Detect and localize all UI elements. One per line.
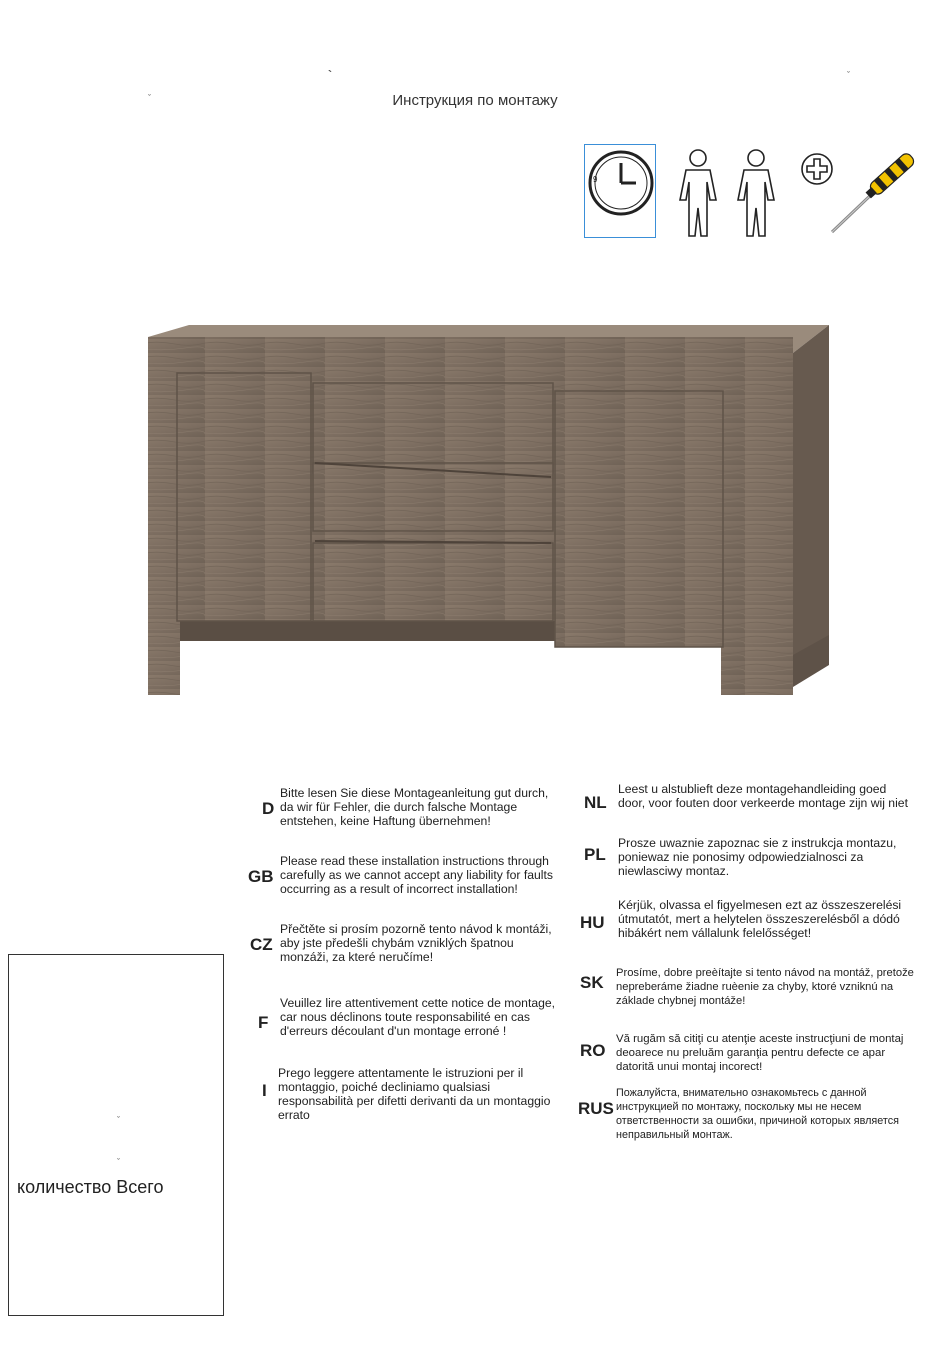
lang-code: RUS: [578, 1099, 614, 1118]
warning-text: Prosíme, dobre preèítajte si tento návod na montáž, pretože nepreberáme žiadne ruèenie za chyby, ktoré vzniknú na základe chybnej montáže!: [616, 967, 914, 1007]
warning-text: Пожалуйста, внимательно ознакомьтесь с данной инструкцией по монтажу, поскольку мы не несем ответственности за ошибки, причиной которых является неправильный монтаж.: [616, 1087, 899, 1141]
quantity-label: количество Всего: [17, 1177, 164, 1197]
warnings-column-right: [578, 782, 918, 1162]
warnings-column-left: [246, 782, 576, 1132]
screwdriver-icon: [820, 148, 920, 240]
warning-text: Prosze uwaznie zapoznac sie z instrukcja montazu, poniewaz nie ponosimy odpowiedzialnosci za niewlasciwy montaz.: [618, 836, 897, 878]
tick-mark: `: [328, 68, 332, 82]
lang-code: SK: [580, 973, 604, 992]
warning-text: Leest u alstublieft deze montagehandleiding goed door, voor fouten door verkeerde montage zijn wij niet: [618, 782, 908, 810]
lang-code: GB: [248, 867, 274, 886]
lang-code: PL: [584, 845, 606, 864]
quantity-box: [8, 954, 224, 1316]
tick-mark: ˇ: [847, 70, 850, 80]
requirements-panel: [584, 144, 924, 244]
lang-code: F: [258, 1013, 269, 1032]
clock-numeral: 9: [593, 175, 598, 184]
sideboard-illustration: [145, 325, 835, 697]
tick-mark: ˇ: [148, 93, 151, 103]
clock-icon: [585, 145, 655, 237]
tick-mark: ˇ: [117, 1157, 120, 1167]
page-title: Инструкция по монтажу: [392, 92, 558, 109]
clock-frame: [584, 144, 656, 238]
lang-code: RO: [580, 1041, 606, 1060]
warning-text: Kérjük, olvassa el figyelmesen ezt az összeszerelési útmutatót, mert a helytelen összeszerelésből a dódó hibákért nem vállalunk felelősséget!: [618, 898, 902, 940]
lang-code: NL: [584, 793, 607, 812]
warning-text: Veuillez lire attentivement cette notice de montage, car nous déclinons toute responsabilité en cas d'erreurs découlant d'un montage erroné !: [280, 996, 556, 1038]
warning-text: Vă rugăm să citiţi cu atenţie aceste instrucţiuni de montaj deoarece nu preluăm garanţia pentru defecte ce apar datorită unui montaj incorect!: [616, 1033, 904, 1073]
tick-mark: ˇ: [117, 1115, 120, 1125]
warning-text: Přečtěte si prosím pozorně tento návod k montáži, aby jste předešli chybám vzniklých špatnou monzáži, za které neručíme!: [280, 922, 552, 964]
warning-text: Please read these installation instructions through carefully as we cannot accept any liability for faults occurring as a result of incorrect installation!: [280, 854, 553, 896]
warning-text: Prego leggere attentamente le istruzioni per il montaggio, poiché decliniamo qualsiasi responsabilità per difetti derivanti da un montaggio errato: [278, 1066, 551, 1122]
lang-code: HU: [580, 913, 605, 932]
warning-text: Bitte lesen Sie diese Montageanleitung gut durch, da wir für Fehler, die durch falsche Montage entstehen, keine Haftung übernehmen!: [280, 786, 549, 828]
lang-code: D: [262, 799, 275, 818]
lang-code: I: [262, 1081, 267, 1100]
two-persons-icon: [674, 148, 794, 240]
lang-code: CZ: [250, 935, 273, 954]
